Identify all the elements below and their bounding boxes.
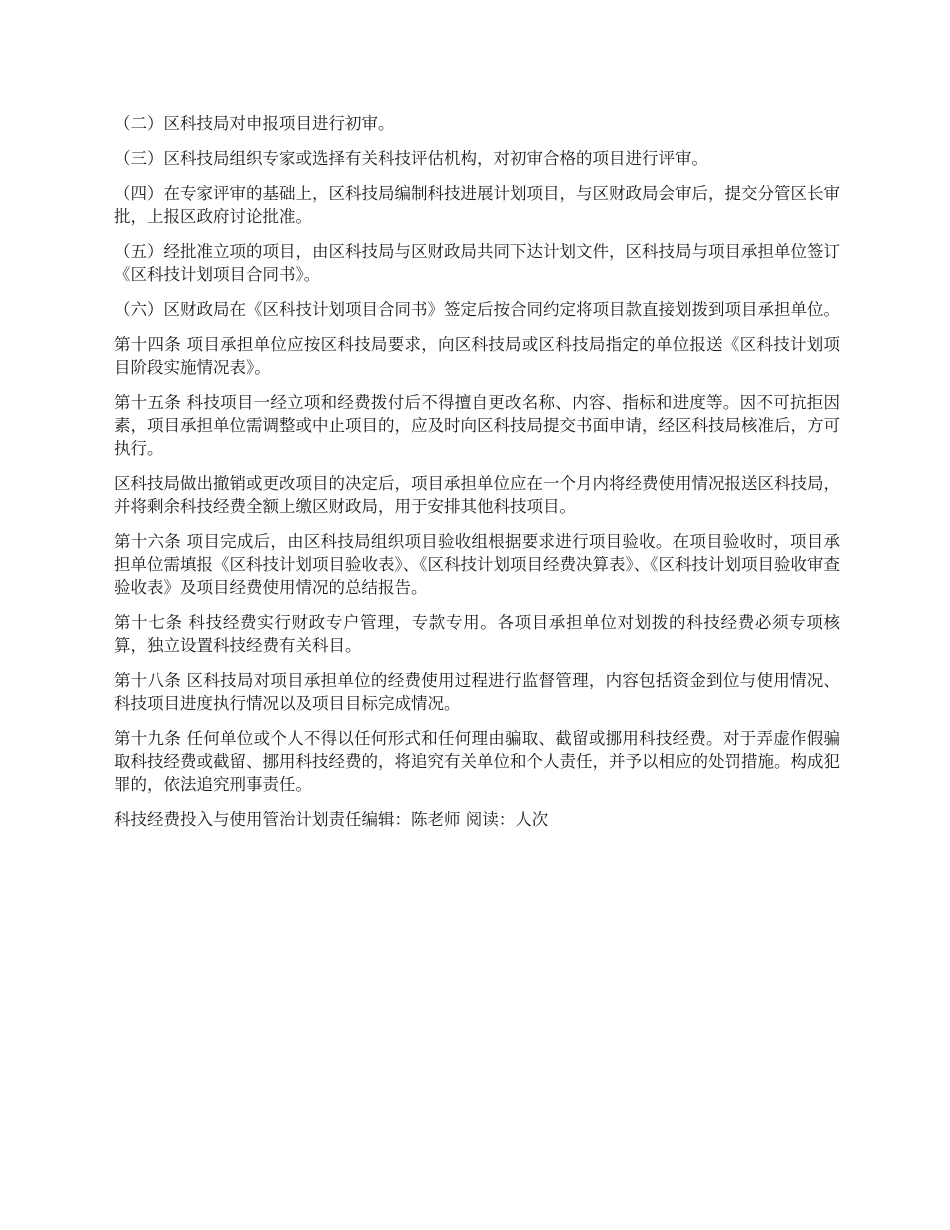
article-15: 第十五条 科技项目一经立项和经费拨付后不得擅自更改名称、内容、指标和进度等。因不可抗拒因素，项目承担单位需调整或中止项目的，应及时向区科技局提交书面申请，经区科技局核准后，方可执行。 [114, 393, 840, 458]
article-17: 第十七条 科技经费实行财政专户管理，专款专用。各项目承担单位对划拨的科技经费必须专项核算，独立设置科技经费有关科目。 [114, 613, 840, 655]
paragraph-item-4: （四）在专家评审的基础上，区科技局编制科技进展计划项目，与区财政局会审后，提交分管区长审批，上报区政府讨论批准。 [114, 184, 840, 226]
paragraph-item-6: （六）区财政局在《区科技计划项目合同书》签定后按合同约定将项目款直接划拨到项目承担单位。 [114, 300, 840, 319]
article-18: 第十八条 区科技局对项目承担单位的经费使用过程进行监督管理，内容包括资金到位与使用情况、科技项目进度执行情况以及项目目标完成情况。 [114, 671, 840, 713]
paragraph-item-2: （二）区科技局对申报项目进行初审。 [114, 114, 395, 133]
article-14: 第十四条 项目承担单位应按区科技局要求，向区科技局或区科技局指定的单位报送《区科技计划项目阶段实施情况表》。 [114, 335, 840, 377]
article-16: 第十六条 项目完成后，由区科技局组织项目验收组根据要求进行项目验收。在项目验收时，项目承担单位需填报《区科技计划项目验收表》、《区科技计划项目经费决算表》、《区科技计划项目验收审查验收表》及项目经费使用情况的总结报告。 [114, 532, 840, 597]
document-body [114, 112, 840, 843]
paragraph-item-3: （三）区科技局组织专家或选择有关科技评估机构，对初审合格的项目进行评审。 [114, 149, 708, 168]
article-15-continued: 区科技局做出撤销或更改项目的决定后，项目承担单位应在一个月内将经费使用情况报送区科技局，并将剩余科技经费全额上缴区财政局，用于安排其他科技项目。 [114, 474, 840, 516]
paragraph-item-5: （五）经批准立项的项目，由区科技局与区财政局共同下达计划文件，区科技局与项目承担单位签订《区科技计划项目合同书》。 [114, 242, 840, 284]
article-19: 第十九条 任何单位或个人不得以任何形式和任何理由骗取、截留或挪用科技经费。对于弄虚作假骗取科技经费或截留、挪用科技经费的，将追究有关单位和个人责任，并予以相应的处罚措施。构成犯罪的，依法追究刑事责任。 [114, 729, 840, 794]
editor-footer: 科技经费投入与使用管治计划责任编辑：陈老师 阅读：人次 [114, 810, 549, 829]
